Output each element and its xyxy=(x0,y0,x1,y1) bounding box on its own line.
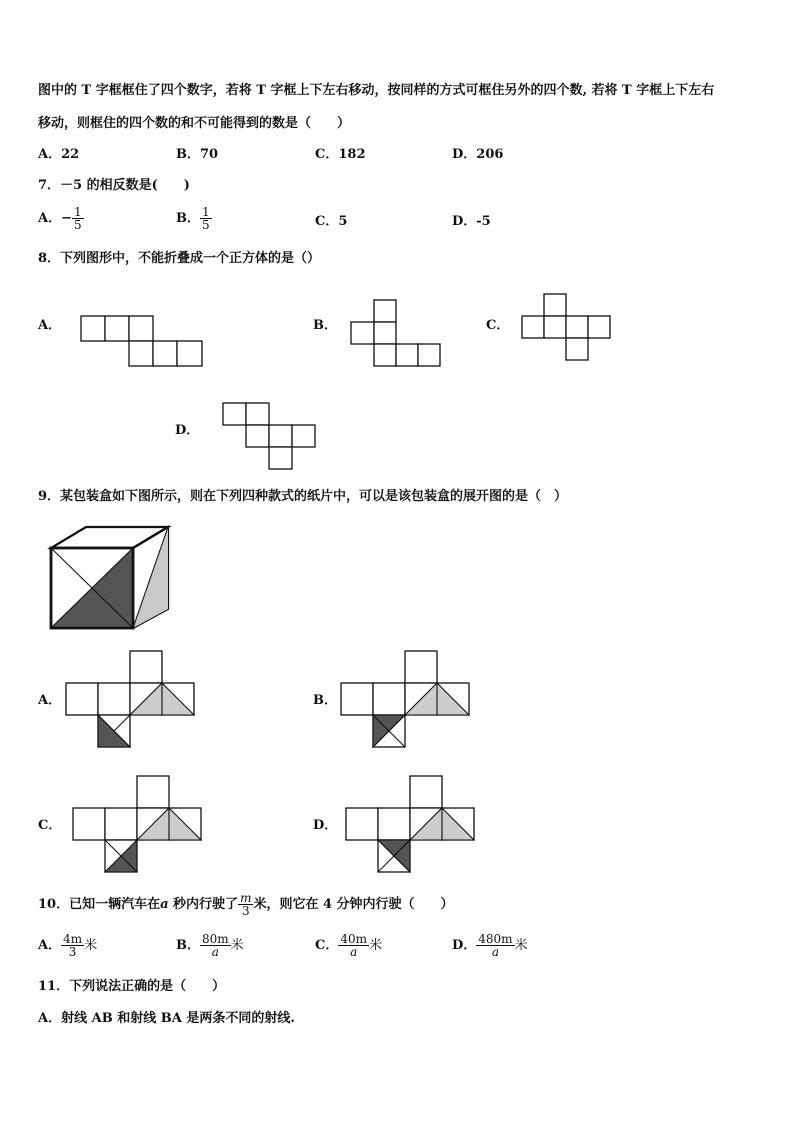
q6-option-a: A．22 xyxy=(38,147,80,162)
q9-net-b xyxy=(340,650,472,750)
q8-net-c xyxy=(521,293,613,361)
q8-label-b: B． xyxy=(313,318,337,333)
q9-label-b: B． xyxy=(313,693,337,708)
q8-net-d xyxy=(222,402,318,470)
q11-stem: 11．下列说法正确的是（ ） xyxy=(38,979,226,994)
q7-option-d: D．-5 xyxy=(452,214,491,229)
q6-stem-line1: 图中的 T 字框框住了四个数字，若将 T 字框上下左右移动，按同样的方式可框住另外的四个数, 若将 T 字框上下左右 xyxy=(38,83,715,98)
q8-label-a: A． xyxy=(38,318,62,333)
q10-option-a: A． $\frac{4m}{3}$ 米 xyxy=(38,932,98,959)
q9-label-c: C． xyxy=(38,818,62,833)
q9-label-a: A． xyxy=(38,693,62,708)
q9-net-a xyxy=(65,650,197,750)
q7-option-a: A．− $\frac{1}{5}$ xyxy=(38,205,82,232)
q6-option-d: D．206 xyxy=(452,147,504,162)
q11-option-a: A．射线 AB 和射线 BA 是两条不同的射线. xyxy=(38,1011,295,1026)
q6-stem-line2: 移动，则框住的四个数的和不可能得到的数是（ ） xyxy=(38,116,351,131)
q8-stem: 8．下列图形中，不能折叠成一个正方体的是（） xyxy=(38,251,321,266)
q10-option-b: B． $\frac{80m}{a}$ 米 xyxy=(176,932,244,959)
q8-net-a xyxy=(80,315,206,369)
q9-net-c xyxy=(72,775,204,875)
q8-label-d: D． xyxy=(175,423,200,438)
q10-option-d: D． $\frac{480m}{a}$ 米 xyxy=(452,932,528,959)
q7-option-b: B． $\frac{1}{5}$ xyxy=(176,205,210,232)
q9-net-d xyxy=(345,775,477,875)
q8-label-c: C． xyxy=(486,318,510,333)
q10-stem: 10．已知一辆汽车在a 秒内行驶了 $\frac{m}{3}$ 米，则它在 4 分钟内行驶（ ） xyxy=(38,891,454,918)
q9-label-d: D． xyxy=(313,818,338,833)
q6-option-c: C．182 xyxy=(315,147,366,162)
q6-option-b: B．70 xyxy=(176,147,219,162)
q7-option-c: C．5 xyxy=(315,214,348,229)
q9-stem: 9．某包装盒如下图所示，则在下列四种款式的纸片中，可以是该包装盒的展开图的是（ ） xyxy=(38,489,568,504)
q7-stem: 7．－5 的相反数是( ) xyxy=(38,178,190,193)
q10-option-c: C． $\frac{40m}{a}$ 米 xyxy=(315,932,383,959)
q9-box-figure xyxy=(46,524,174,632)
q8-net-b xyxy=(350,299,442,369)
